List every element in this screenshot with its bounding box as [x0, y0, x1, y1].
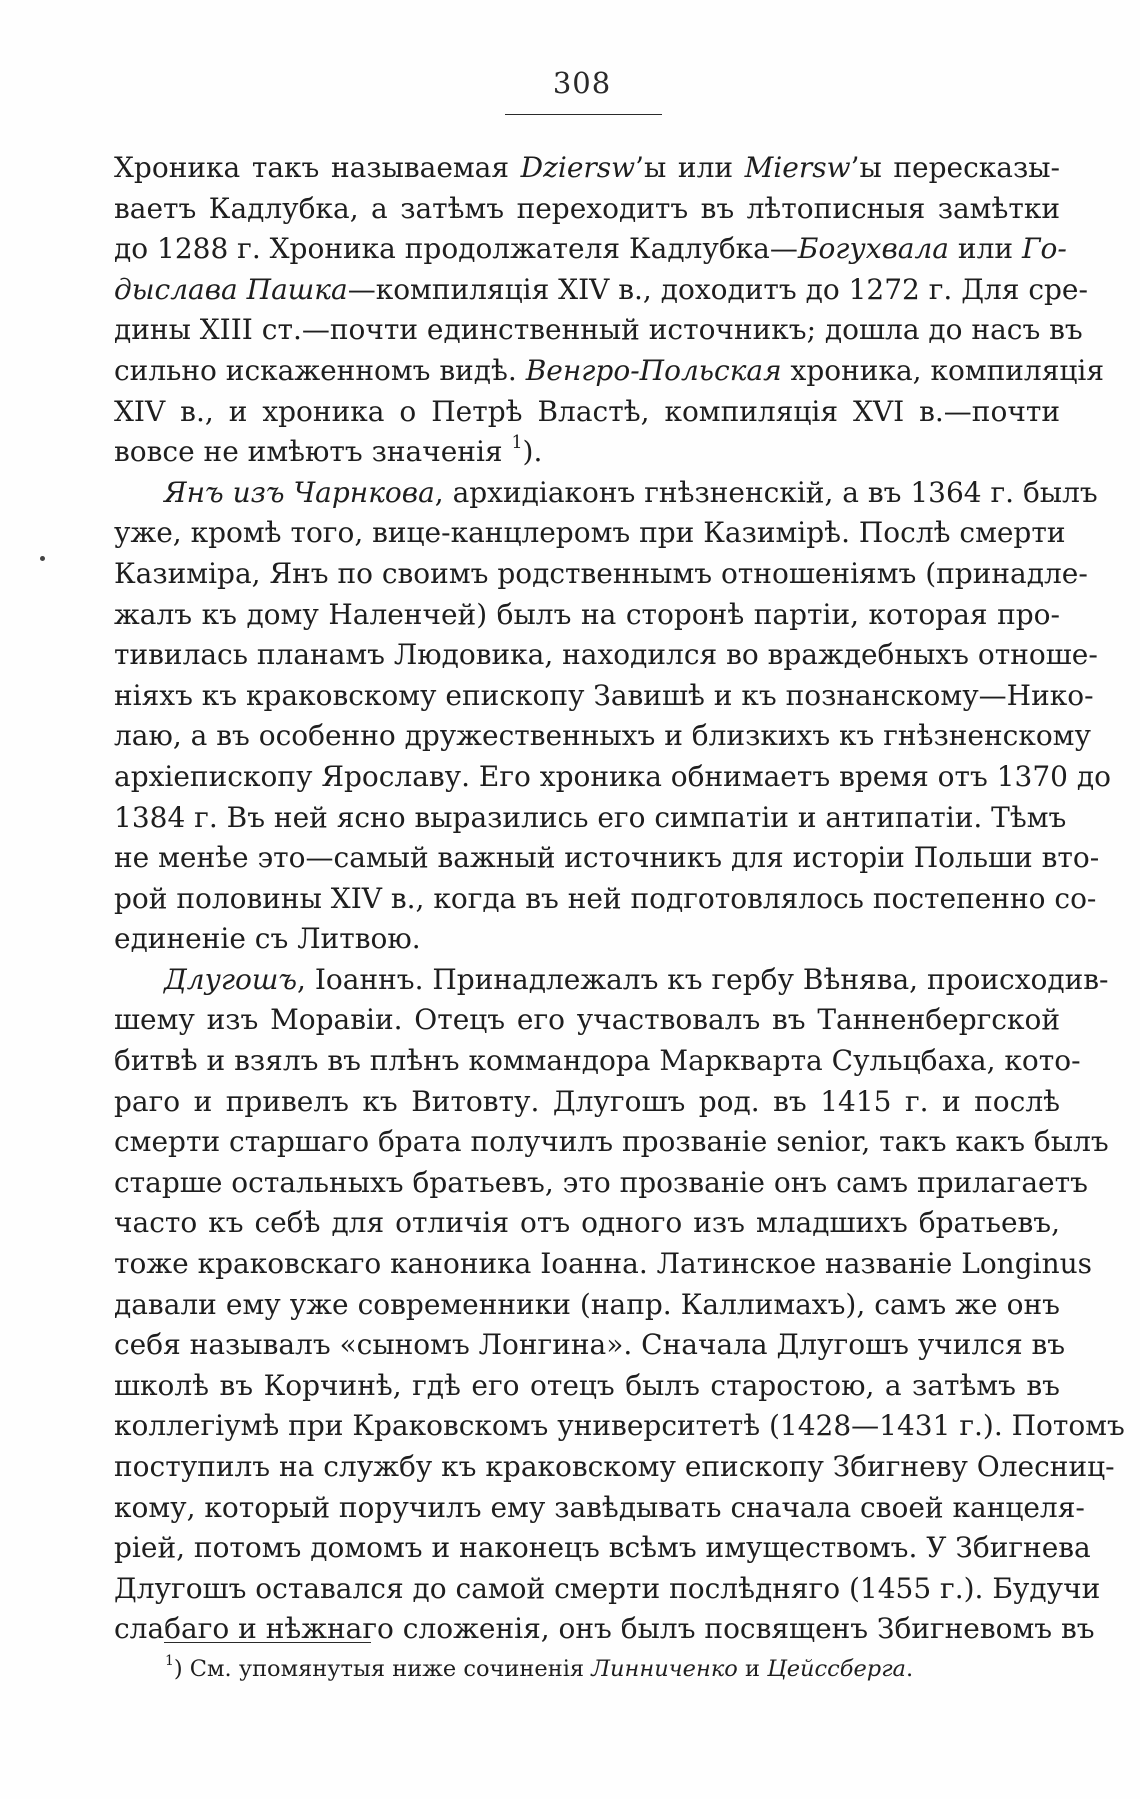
text-run: Хроника такъ называемая — [114, 151, 521, 184]
text-run: ріей, потомъ домомъ и наконецъ всѣмъ имуществомъ. У Збигнева — [114, 1531, 1091, 1565]
text-run: лаю, а въ особенно дружественныхъ и близкихъ къ гнѣзненскому — [114, 719, 1091, 753]
text-line — [114, 1082, 1060, 1123]
italic-term: Miersw — [744, 151, 851, 184]
text-run: или — [949, 232, 1022, 266]
text-run: тивилась планамъ Людовика, находился во враждебныхъ отноше- — [114, 638, 1098, 672]
text-run: старше остальныхъ братьевъ, это прозваніе онъ самъ прилагаетъ — [114, 1165, 1088, 1199]
footnote-rule — [164, 1642, 371, 1643]
text-run: слабаго и нѣжнаго сложенія, онъ былъ посвященъ Збигневомъ въ — [114, 1612, 1095, 1646]
body-text — [114, 148, 1125, 1650]
text-run: ваетъ Кадлубка, а затѣмъ переходитъ въ лѣтописныя замѣтки — [114, 191, 1060, 225]
text-run: ніяхъ къ краковскому епископу Завишѣ и къ познанскому—Нико- — [114, 678, 1094, 712]
text-run: до 1288 г. Хроника продолжателя Кадлубка— — [114, 232, 798, 266]
text-line — [114, 1406, 1125, 1447]
page-number: 308 — [552, 66, 612, 100]
text-line — [114, 554, 1088, 595]
text-line — [114, 229, 1067, 270]
text-line — [114, 919, 1060, 960]
text-run: , архидіаконъ гнѣзненскій, а въ 1364 г. былъ — [434, 475, 1098, 509]
text-run: тоже краковскаго каноника Іоанна. Латинское названіе Longinus — [114, 1247, 1093, 1281]
italic-term: Го- — [1021, 232, 1067, 266]
text-run: смерти старшаго брата получилъ прозваніе senior, такъ какъ былъ — [114, 1125, 1109, 1159]
text-run: уже, кромѣ того, вице-канцлеромъ при Казимірѣ. Послѣ смерти — [114, 516, 1066, 550]
text-line — [114, 1041, 1081, 1082]
text-run: рой половины XIV в., когда въ ней подготовлялось постепенно со- — [114, 881, 1097, 915]
text-run: раго и привелъ къ Витовту. Длугошъ род. въ 1415 г. и послѣ — [114, 1084, 1060, 1118]
text-line — [114, 1285, 1060, 1326]
text-run: Казиміра, Янъ по своимъ родственнымъ отношеніямъ (принадле- — [114, 556, 1088, 590]
text-run: часто къ себѣ для отличія отъ одного изъ младшихъ братьевъ, — [114, 1206, 1060, 1240]
text-line — [114, 432, 1060, 473]
italic-term: Линниченко — [591, 1656, 738, 1682]
text-run: шему изъ Моравіи. Отецъ его участвовалъ въ Танненбергской — [114, 1003, 1060, 1037]
text-line — [114, 1447, 1115, 1488]
text-run: . — [905, 1656, 914, 1682]
text-run: школѣ въ Корчинѣ, гдѣ его отецъ былъ старостою, а затѣмъ въ — [114, 1368, 1060, 1402]
text-line — [114, 798, 1067, 839]
text-line — [114, 1569, 1101, 1610]
text-run: жалъ къ дому Наленчей) былъ на сторонѣ партіи, которая про- — [114, 597, 1060, 631]
text-run: 1384 г. Въ ней ясно выразились его симпатіи и антипатіи. Тѣмъ — [114, 800, 1067, 834]
text-line — [114, 879, 1097, 920]
text-run: XIV в., и хроника о Петрѣ Властѣ, компиляція XVI в.—почти — [114, 394, 1060, 428]
text-line — [114, 473, 1098, 514]
text-line — [114, 392, 1060, 433]
text-line — [114, 1244, 1093, 1285]
text-run: битвѣ и взялъ въ плѣнъ коммандора Маркварта Сульцбаха, кото- — [114, 1044, 1081, 1078]
text-run: себя называлъ «сыномъ Лонгина». Сначала Длугошъ учился въ — [114, 1328, 1066, 1362]
text-run: ) См. упомянутыя ниже сочиненія — [173, 1656, 592, 1682]
text-run: давали ему уже современники (напр. Каллимахъ), самъ же онъ — [114, 1287, 1060, 1321]
text-line — [114, 1325, 1066, 1366]
text-run: Длугошъ оставался до самой смерти послѣдняго (1455 г.). Будучи — [114, 1571, 1101, 1605]
text-line — [114, 1528, 1091, 1569]
text-line — [114, 716, 1091, 757]
text-line — [114, 757, 1111, 798]
text-run: вовсе не имѣютъ значенія — [114, 435, 512, 469]
text-line — [114, 1366, 1060, 1407]
text-run: не менѣе это—самый важный источникъ для исторіи Польши вто- — [114, 841, 1100, 875]
footnote-number: 1 — [165, 1653, 174, 1670]
text-run: ). — [522, 435, 543, 469]
text-line — [114, 838, 1100, 879]
footnote — [165, 1654, 1065, 1684]
text-run: архіепископу Ярославу. Его хроника обнимаетъ время отъ 1370 до — [114, 759, 1111, 793]
text-run: и — [737, 1656, 768, 1682]
text-line — [114, 1122, 1109, 1163]
header-rule — [505, 114, 662, 115]
text-line — [114, 351, 1104, 392]
text-run: дины XIII ст.—почти единственный источникъ; дошла до насъ въ — [114, 313, 1083, 347]
text-line — [114, 513, 1066, 554]
text-line — [114, 189, 1060, 230]
text-line — [114, 1163, 1088, 1204]
italic-term: Венгро-Польская — [525, 353, 782, 387]
text-line — [114, 270, 1088, 311]
footnote-marker: 1 — [511, 433, 523, 454]
text-line — [114, 310, 1083, 351]
text-run: —компиляція XIV в., доходитъ до 1272 г. Для сре- — [347, 272, 1088, 306]
text-line — [114, 595, 1060, 636]
text-line — [114, 676, 1094, 717]
text-run: поступилъ на службу къ краковскому епископу Збигневу Олесниц- — [114, 1450, 1115, 1483]
text-line — [114, 148, 1060, 189]
text-line — [114, 635, 1098, 676]
text-line — [114, 1609, 1095, 1650]
text-run: , Іоаннъ. Принадлежалъ къ гербу Вѣнява, происходив- — [297, 962, 1109, 996]
text-line — [114, 1000, 1060, 1041]
margin-speck — [40, 556, 45, 561]
italic-term: Длугошъ — [164, 962, 298, 996]
text-run: коллегіумѣ при Краковскомъ университетѣ (1428—1431 г.). Потомъ — [114, 1409, 1125, 1443]
text-run: единеніе съ Литвою. — [114, 922, 421, 956]
italic-term: Dziersw — [520, 151, 636, 184]
text-run: сильно искаженномъ видѣ. — [114, 353, 526, 387]
text-line — [114, 1488, 1085, 1529]
italic-term: Богухвала — [797, 232, 950, 266]
text-line — [114, 960, 1109, 1001]
italic-term: дыслава Пашка — [114, 272, 348, 306]
italic-term: Цейссберга — [767, 1656, 906, 1682]
text-run: хроника, компиляція — [781, 353, 1104, 387]
text-line — [114, 1203, 1060, 1244]
text-run: ’ы или — [635, 151, 745, 184]
text-run: ’ы пересказы- — [850, 151, 1060, 184]
text-run: кому, который поручилъ ему завѣдывать сначала своей канцеля- — [114, 1490, 1085, 1524]
italic-term: Янъ изъ Чарнкова — [164, 475, 435, 509]
